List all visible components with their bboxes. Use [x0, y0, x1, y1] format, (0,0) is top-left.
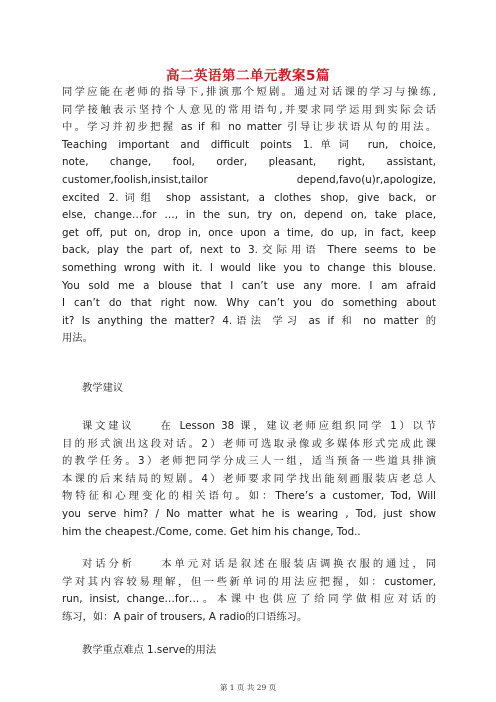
page-number-footer: 第 1 页 共 29 页 [219, 683, 277, 692]
text-line: get off, put on, drop in, once upon a time, do up, in fact, keep [62, 226, 436, 239]
text-line: 同学接触表示坚持个人意见的常用语句,并要求同学运用到实际会话 [62, 103, 436, 116]
text-line: I can’t do that right now. Why can’t you do something about [62, 297, 436, 310]
text-line: him the cheapest./Come, come. Get him his change, Tod.. [62, 525, 361, 538]
heading-text: 教学建议 [82, 382, 124, 394]
text-line: excited 2.词组 shop assistant, a clothes shop, give back, or [62, 191, 436, 204]
text-line: Teaching important and difficult points 1.单词 run, choice, [62, 138, 436, 151]
text-line: else, change…for …, in the sun, try on, depend on, take place, [62, 209, 436, 222]
paragraph-dialogue-analysis [62, 556, 436, 626]
text-line: 对话分析 本单元对话是叙述在服装店调换衣服的通过，同 [82, 558, 436, 570]
text-line: run, insist, change…for…。本课中也供应了给同学做相应对话的 [62, 593, 436, 606]
section-heading [62, 380, 436, 398]
text-line: 课文建议 在 Lesson 38 课，建议老师应组织同学 1）以节 [82, 420, 436, 432]
text-line: 练习，如：A pair of trousers, A radio的口语练习。 [62, 610, 308, 623]
text-line: it? Is anything the matter? 4.语法 学习 as if 和 no matter 的 [62, 314, 436, 327]
text-line: 中。学习并初步把握 as if 和 no matter 引导让步状语从句的用法。 [62, 121, 436, 134]
text-line: 教学重点难点 1.serve的用法 [82, 644, 217, 656]
text-line: you serve him? / No matter what he is wearing , Tod, just show [62, 507, 436, 520]
text-line: You sold me a blouse that I can’t use any more. I am afraid [62, 279, 436, 292]
document-title: 高二英语第二单元教案5篇 [166, 68, 330, 84]
text-line: customer,foolish,insist,tailor depend,favo(u)r,apologize, [62, 173, 436, 186]
text-line: 学对其内容较易理解，但一些新单词的用法应把握，如：customer, [62, 575, 436, 588]
text-line: 用法。 [62, 332, 93, 345]
text-line: something wrong with it. I would like you to change this blouse. [62, 261, 436, 274]
text-line: 同学应能在老师的指导下,排演那个短剧。通过对话课的学习与操练, [62, 86, 436, 98]
paragraph-intro [62, 84, 436, 348]
text-line: 的教学任务。3）老师把同学分成三人一组，适当预备一些道具排演 [62, 455, 436, 468]
paragraph-text-suggestion [62, 418, 436, 541]
text-line: back, play the part of, next to 3.交际用语 There seems to be [62, 244, 436, 257]
paragraph-key-points [62, 642, 436, 660]
text-line: 本课的后来结局的短剧。4）老师要求同学找出能刻画服装店老总人 [62, 472, 436, 485]
text-line: note, change, fool, order, pleasant, right, assistant, [62, 156, 436, 169]
text-line: 目的形式演出这段对话。2）老师可选取录像或多媒体形式完成此课 [62, 437, 436, 450]
text-line: 物特征和心理变化的相关语句。如：There’s a customer, Tod, Will [62, 490, 436, 503]
